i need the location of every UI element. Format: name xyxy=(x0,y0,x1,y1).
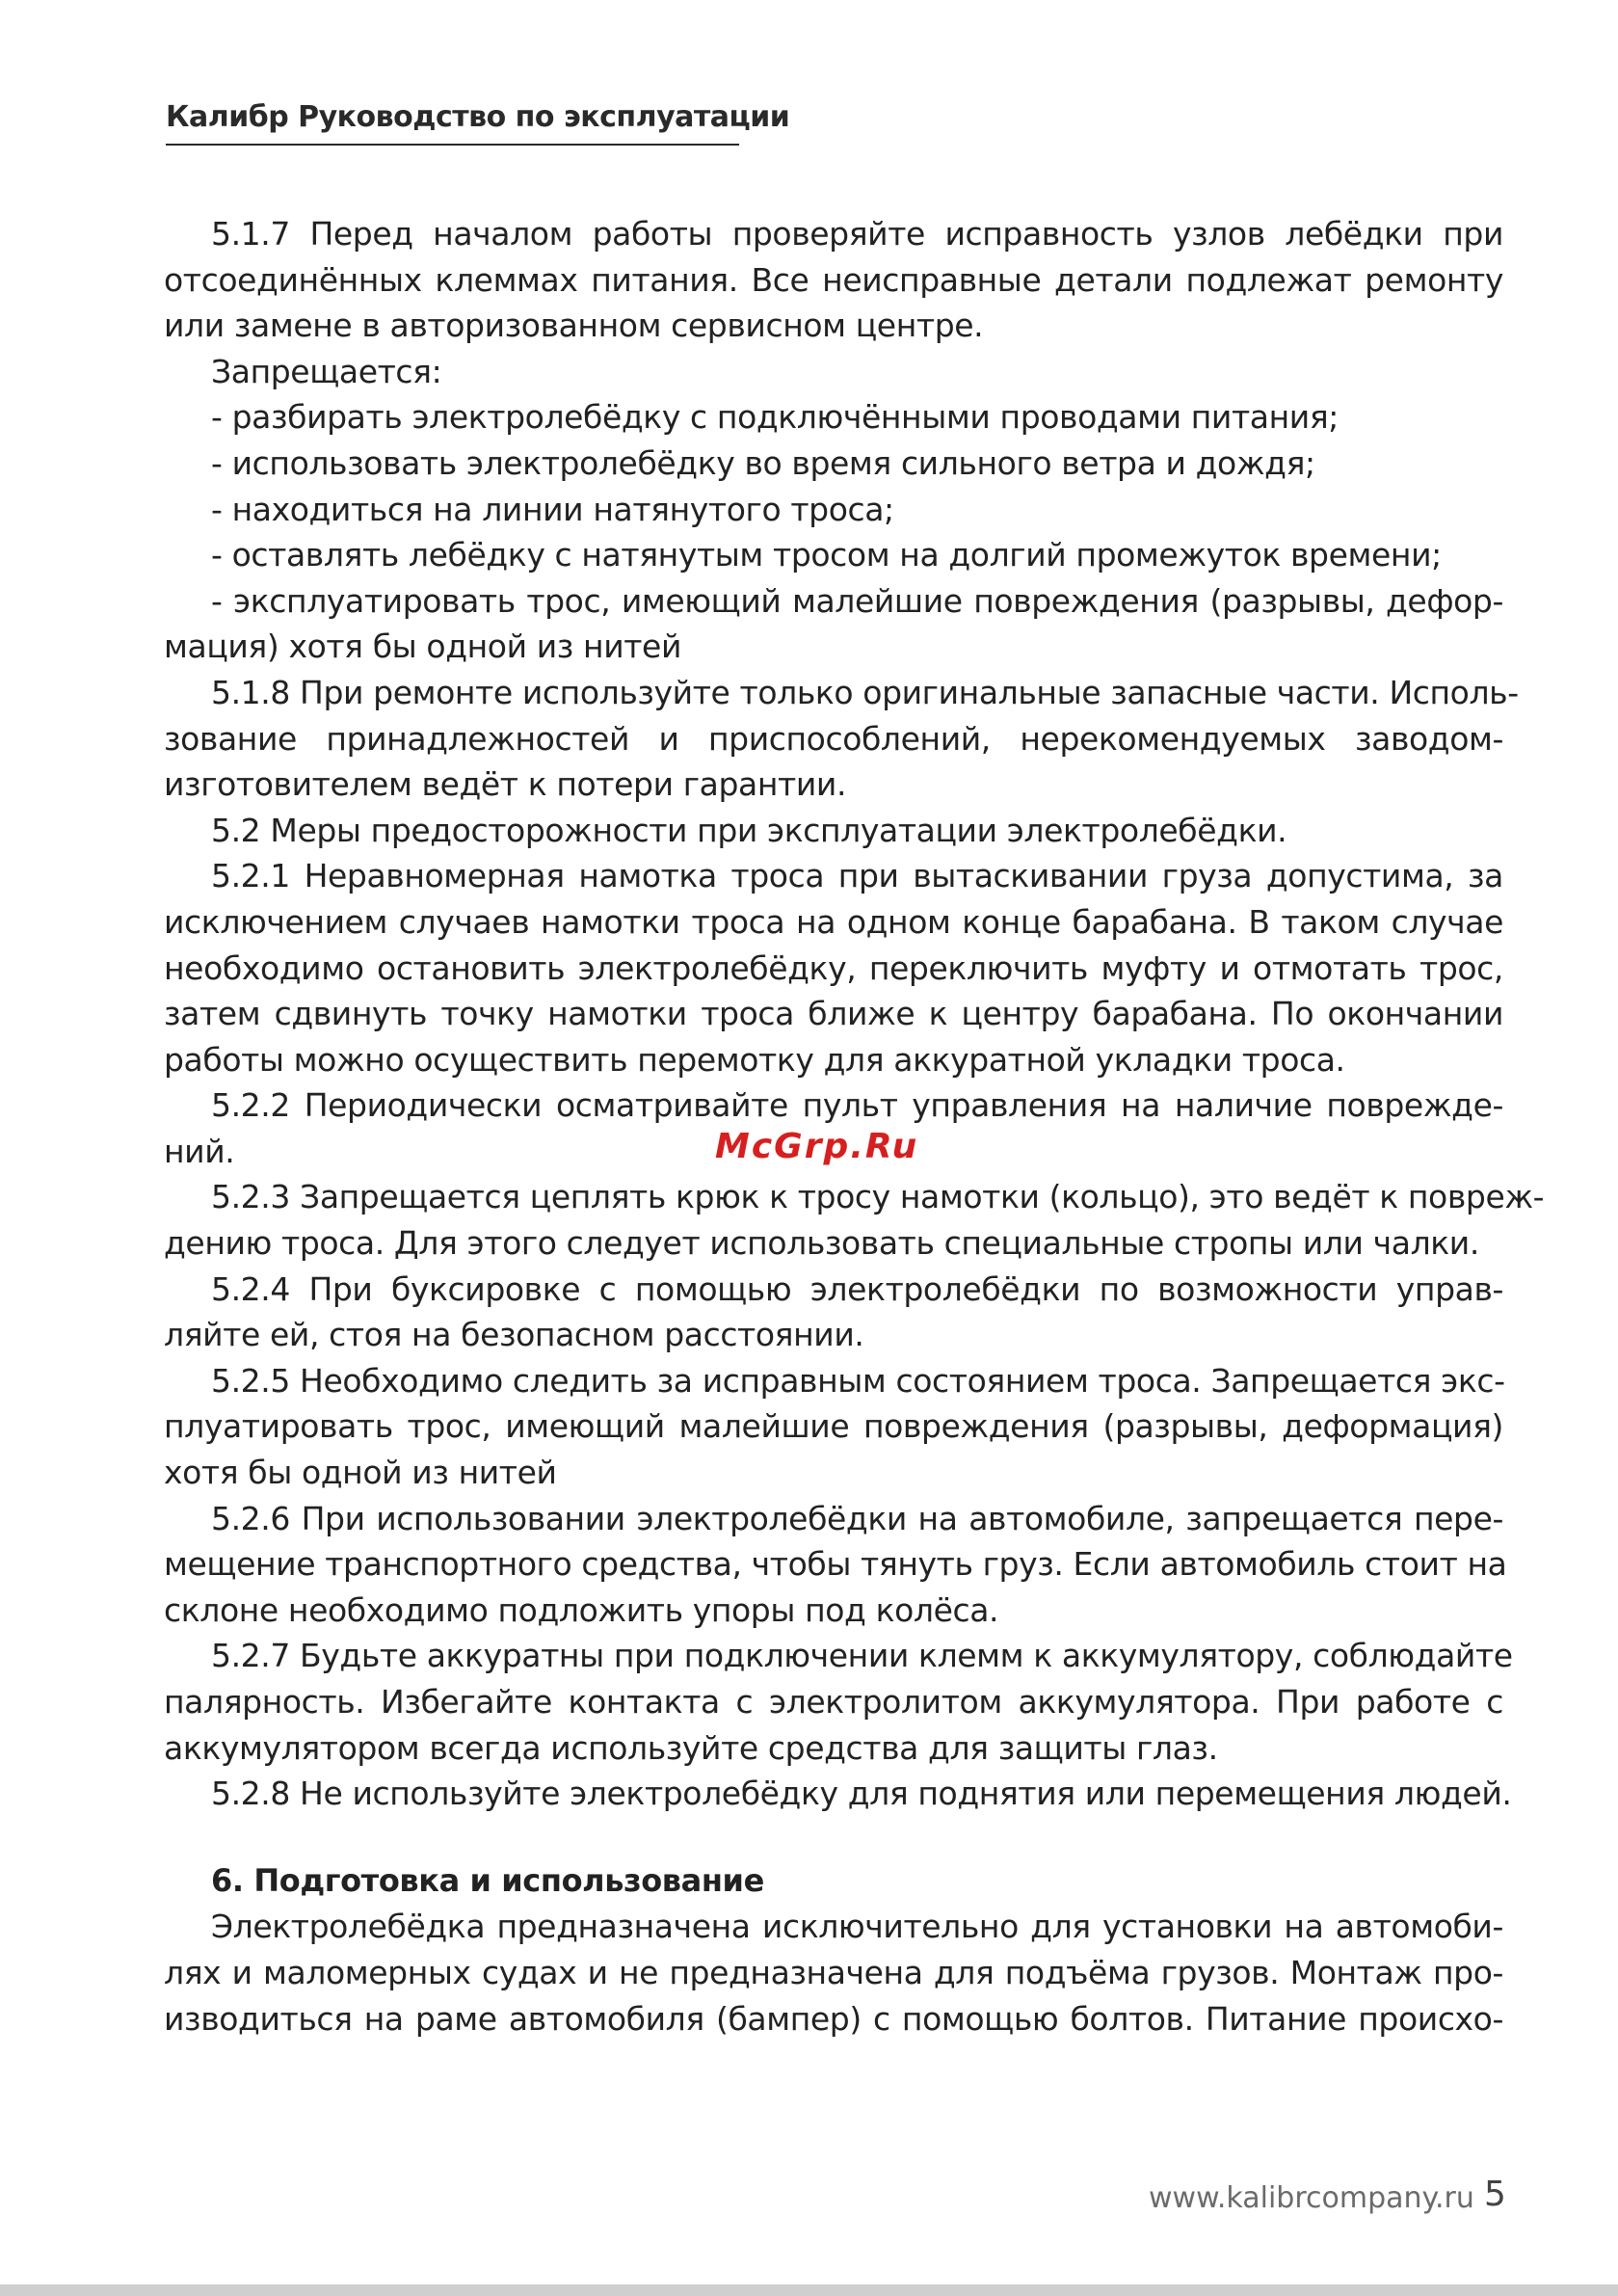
text-line: зование принадлежностей и приспособлений, нерекомендуемых заводом- xyxy=(164,719,1503,758)
text-line: палярность. Избегайте контакта с электролитом аккумулятора. При работе с xyxy=(164,1683,1503,1721)
text-line: 5.1.7 Перед началом работы проверяйте исправность узлов лебёдки при xyxy=(211,215,1503,253)
text-line: - находиться на линии натянутого троса; xyxy=(211,490,894,528)
text-line: хотя бы одной из нитей xyxy=(164,1454,557,1492)
bottom-edge xyxy=(0,2284,1618,2296)
footer-url[interactable]: www.kalibrcompany.ru xyxy=(1149,2181,1474,2215)
text-line: склоне необходимо подложить упоры под колёса. xyxy=(164,1590,999,1629)
text-line: Электролебёдка предназначена исключительно для установки на автомоби- xyxy=(211,1908,1503,1946)
text-line: дению троса. Для этого следует использовать специальные стропы или чалки. xyxy=(164,1224,1479,1263)
section-heading: 6. Подготовка и использование xyxy=(211,1861,764,1899)
text-line: затем сдвинуть точку намотки троса ближе к центру барабана. По окончании xyxy=(164,995,1503,1033)
text-line: мация) хотя бы одной из нитей xyxy=(164,627,682,666)
text-line: 5.2.3 Запрещается цеплять крюк к тросу намотки (кольцо), это ведёт к повреж- xyxy=(211,1178,1545,1216)
text-line: мещение транспортного средства, чтобы тянуть груз. Если автомобиль стоит на xyxy=(164,1545,1507,1584)
text-line: 5.2.5 Необходимо следить за исправным состоянием троса. Запрещается экс- xyxy=(211,1361,1505,1400)
text-line: Запрещается: xyxy=(211,352,442,390)
text-line: - разбирать электролебёдку с подключёнными проводами питания; xyxy=(211,398,1339,437)
text-line: 5.2.2 Периодически осматривайте пульт управления на наличие поврежде- xyxy=(211,1086,1503,1125)
text-line: аккумулятором всегда используйте средства для защиты глаз. xyxy=(164,1728,1218,1767)
text-line: ляйте ей, стоя на безопасном расстоянии. xyxy=(164,1316,864,1354)
text-line: лях и маломерных судах и не предназначена для подъёма грузов. Монтаж про- xyxy=(164,1953,1503,1991)
text-line: - эксплуатировать трос, имеющий малейшие повреждения (разрывы, дефор- xyxy=(211,581,1503,620)
text-line: 5.1.8 При ремонте используйте только оригинальные запасные части. Исполь- xyxy=(211,673,1519,711)
text-line: работы можно осуществить перемотку для аккуратной укладки троса. xyxy=(164,1040,1345,1079)
text-line: 5.2.8 Не используйте электролебёдку для поднятия или перемещения людей. xyxy=(211,1775,1512,1813)
text-line: изготовителем ведёт к потери гарантии. xyxy=(164,765,847,804)
text-line: или замене в авторизованном сервисном центре. xyxy=(164,307,984,345)
text-line: - использовать электролебёдку во время сильного ветра и дождя; xyxy=(211,443,1315,482)
text-line: необходимо остановить электролебёдку, переключить муфту и отмотать трос, xyxy=(164,948,1503,987)
paragraph-gap xyxy=(164,1817,1503,1858)
text-line: исключением случаев намотки троса на одном конце барабана. В таком случае xyxy=(164,902,1503,941)
text-line: 5.2.1 Неравномерная намотка троса при вытаскивании груза допустима, за xyxy=(211,857,1503,895)
text-line: - оставлять лебёдку с натянутым тросом на долгий промежуток времени; xyxy=(211,536,1442,574)
text-line: плуатировать трос, имеющий малейшие повреждения (разрывы, деформация) xyxy=(164,1407,1503,1446)
text-line: 5.2.6 При использовании электролебёдки на автомобиле, запрещается пере- xyxy=(211,1499,1503,1537)
text-line: отсоединённых клеммах питания. Все неисправные детали подлежат ремонту xyxy=(164,260,1503,299)
text-line: 5.2.4 При буксировке с помощью электролебёдки по возможности управ- xyxy=(211,1269,1503,1308)
running-header: Калибр Руководство по эксплуатации xyxy=(166,100,739,146)
watermark: McGrp.Ru xyxy=(715,1127,919,1166)
text-line: ний. xyxy=(164,1132,235,1170)
text-line: 5.2.7 Будьте аккуратны при подключении клемм к аккумулятору, соблюдайте xyxy=(211,1637,1513,1675)
text-line: 5.2 Меры предосторожности при эксплуатации электролебёдки. xyxy=(211,811,1287,849)
text-line: изводиться на раме автомобиля (бампер) с помощью болтов. Питание происхо- xyxy=(164,1999,1503,2038)
page-number: 5 xyxy=(1484,2175,1506,2214)
